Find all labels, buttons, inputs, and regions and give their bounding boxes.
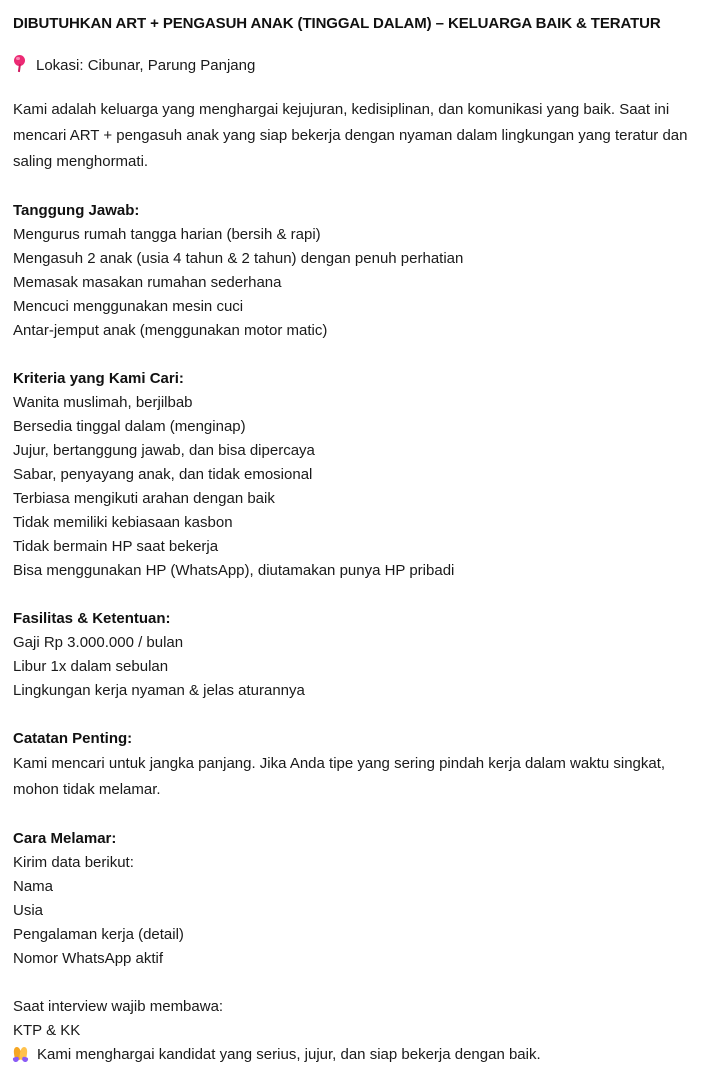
list-item: KTP & KK xyxy=(13,1022,81,1039)
round-pushpin-icon xyxy=(13,55,27,73)
list-item: Pengalaman kerja (detail) xyxy=(13,926,184,943)
list-item: Nama xyxy=(13,878,54,895)
section-heading: Fasilitas & Ketentuan: xyxy=(13,610,171,627)
list-item: Libur 1x dalam sebulan xyxy=(13,658,169,675)
section-fasilitas xyxy=(13,607,709,703)
section-tanggung-jawab xyxy=(13,199,709,343)
page-title: DIBUTUHKAN ART + PENGASUH ANAK (TINGGAL DALAM) – KELUARGA BAIK & TERATUR xyxy=(13,15,661,32)
section-heading: Kriteria yang Kami Cari: xyxy=(13,370,184,387)
list-item: Memasak masakan rumahan sederhana xyxy=(13,274,282,291)
location-text: Lokasi: Cibunar, Parung Panjang xyxy=(36,57,256,74)
intro-paragraph: Kami adalah keluarga yang menghargai kejujuran, kedisiplinan, dan komunikasi yang baik. Saat ini mencari ART + pengasuh anak yang siap bekerja dengan nyaman dalam lingkungan yang teratur dan saling menghormati. xyxy=(13,101,688,170)
list-item: Tidak memiliki kebiasaan kasbon xyxy=(13,514,233,531)
location-line xyxy=(13,52,709,77)
list-item: Wanita muslimah, berjilbab xyxy=(13,394,193,411)
folded-hands-icon xyxy=(13,1046,29,1062)
list-item: Nomor WhatsApp aktif xyxy=(13,950,164,967)
list-item: Mencuci menggunakan mesin cuci xyxy=(13,298,244,315)
list-item: Sabar, penyayang anak, dan tidak emosional xyxy=(13,466,313,483)
section-catatan-penting xyxy=(13,727,709,803)
section-cara-melamar xyxy=(13,827,709,971)
closing-text: Kami menghargai kandidat yang serius, jujur, dan siap bekerja dengan baik. xyxy=(37,1046,541,1063)
section-heading: Catatan Penting: xyxy=(13,730,133,747)
closing-line xyxy=(13,1043,709,1067)
list-item: Saat interview wajib membawa: xyxy=(13,998,224,1015)
list-item: Terbiasa mengikuti arahan dengan baik xyxy=(13,490,275,507)
list-item: Bisa menggunakan HP (WhatsApp), diutamakan punya HP pribadi xyxy=(13,562,455,579)
section-kriteria xyxy=(13,367,709,583)
list-item: Bersedia tinggal dalam (menginap) xyxy=(13,418,246,435)
list-item: Tidak bermain HP saat bekerja xyxy=(13,538,219,555)
list-item: Mengasuh 2 anak (usia 4 tahun & 2 tahun) dengan penuh perhatian xyxy=(13,250,464,267)
list-item: Gaji Rp 3.000.000 / bulan xyxy=(13,634,184,651)
list-item: Lingkungan kerja nyaman & jelas aturannya xyxy=(13,682,305,699)
section-heading: Tanggung Jawab: xyxy=(13,202,140,219)
note-paragraph: Kami mencari untuk jangka panjang. Jika Anda tipe yang sering pindah kerja dalam waktu singkat, mohon tidak melamar. xyxy=(13,755,666,798)
list-item: Mengurus rumah tangga harian (bersih & rapi) xyxy=(13,226,321,243)
list-item: Antar-jemput anak (menggunakan motor matic) xyxy=(13,322,328,339)
list-item: Jujur, bertanggung jawab, dan bisa dipercaya xyxy=(13,442,315,459)
list-item: Usia xyxy=(13,902,44,919)
list-item: Kirim data berikut: xyxy=(13,854,134,871)
section-interview xyxy=(13,995,709,1067)
section-heading: Cara Melamar: xyxy=(13,830,117,847)
